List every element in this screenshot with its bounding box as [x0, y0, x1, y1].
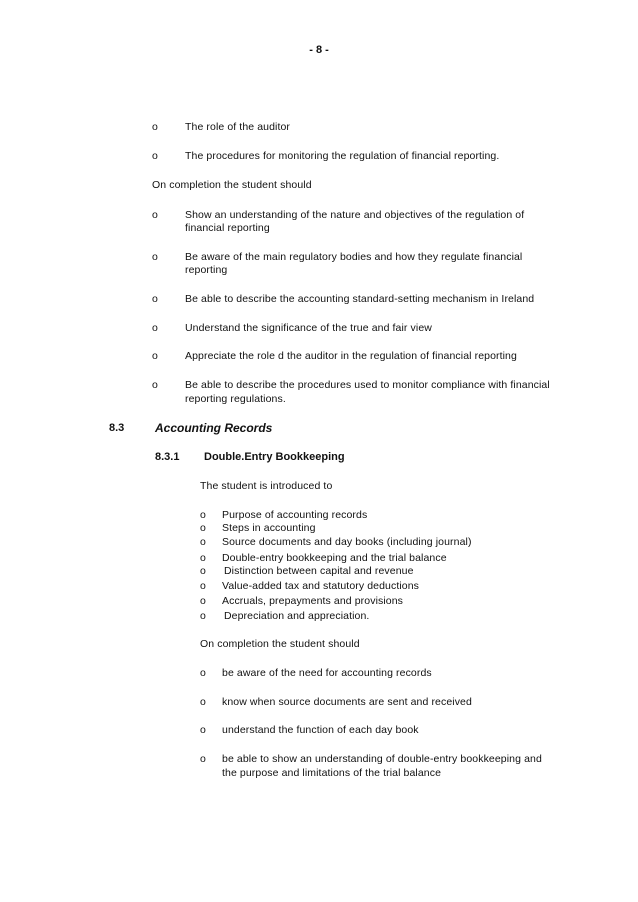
- bullet-marker: o: [200, 753, 206, 765]
- bullet-marker: o: [200, 552, 206, 564]
- bullet-marker: o: [152, 350, 158, 362]
- outcome-item: know when source documents are sent and received: [222, 696, 472, 708]
- intro-text: The student is introduced to: [200, 480, 333, 492]
- list-item: The procedures for monitoring the regulation of financial reporting.: [185, 150, 500, 162]
- bullet-marker: o: [200, 667, 206, 679]
- on-completion-heading: On completion the student should: [152, 179, 312, 191]
- bullet-marker: o: [200, 509, 206, 521]
- bullet-marker: o: [200, 595, 206, 607]
- bullet-marker: o: [200, 565, 206, 577]
- bullet-marker: o: [200, 580, 206, 592]
- bullet-marker: o: [200, 610, 206, 622]
- bullet-marker: o: [152, 379, 158, 391]
- topic-item: Purpose of accounting records: [222, 509, 368, 521]
- subsection-title: Double.Entry Bookkeeping: [204, 451, 345, 463]
- topic-item: Accruals, prepayments and provisions: [222, 595, 404, 607]
- section-number: 8.3: [109, 422, 125, 434]
- topic-item: Double-entry bookkeeping and the trial balance: [222, 552, 447, 564]
- on-completion-heading: On completion the student should: [200, 638, 360, 650]
- topic-item: Value-added tax and statutory deductions: [222, 580, 420, 592]
- topic-item: Source documents and day books (including journal): [222, 536, 472, 548]
- outcome-item-continued: the purpose and limitations of the trial balance: [222, 767, 442, 779]
- bullet-marker: o: [200, 522, 206, 534]
- section-title: Accounting Records: [155, 421, 273, 435]
- topic-item: Distinction between capital and revenue: [224, 565, 414, 577]
- bullet-marker: o: [200, 724, 206, 736]
- bullet-marker: o: [152, 121, 158, 133]
- outcome-item: be able to show an understanding of double-entry bookkeeping and: [222, 753, 542, 765]
- subsection-number: 8.3.1: [155, 451, 180, 463]
- outcome-item: Appreciate the role d the auditor in the regulation of financial reporting: [185, 350, 517, 362]
- outcome-item: Be able to describe the procedures used to monitor compliance with financial: [185, 379, 550, 391]
- bullet-marker: o: [200, 696, 206, 708]
- bullet-marker: o: [152, 150, 158, 162]
- page-number: - 8 -: [309, 44, 329, 56]
- outcome-item-continued: reporting regulations.: [185, 393, 286, 405]
- bullet-marker: o: [200, 536, 206, 548]
- outcome-item-continued: financial reporting: [185, 222, 270, 234]
- bullet-marker: o: [152, 209, 158, 221]
- topic-item: Depreciation and appreciation.: [224, 610, 370, 622]
- outcome-item: be aware of the need for accounting records: [222, 667, 432, 679]
- bullet-marker: o: [152, 293, 158, 305]
- outcome-item: Understand the significance of the true and fair view: [185, 322, 432, 334]
- topic-item: Steps in accounting: [222, 522, 316, 534]
- bullet-marker: o: [152, 251, 158, 263]
- bullet-marker: o: [152, 322, 158, 334]
- outcome-item: Be aware of the main regulatory bodies and how they regulate financial: [185, 251, 523, 263]
- outcome-item: Be able to describe the accounting standard-setting mechanism in Ireland: [185, 293, 535, 305]
- outcome-item-continued: reporting: [185, 264, 228, 276]
- outcome-item: understand the function of each day book: [222, 724, 419, 736]
- outcome-item: Show an understanding of the nature and objectives of the regulation of: [185, 209, 525, 221]
- list-item: The role of the auditor: [185, 121, 291, 133]
